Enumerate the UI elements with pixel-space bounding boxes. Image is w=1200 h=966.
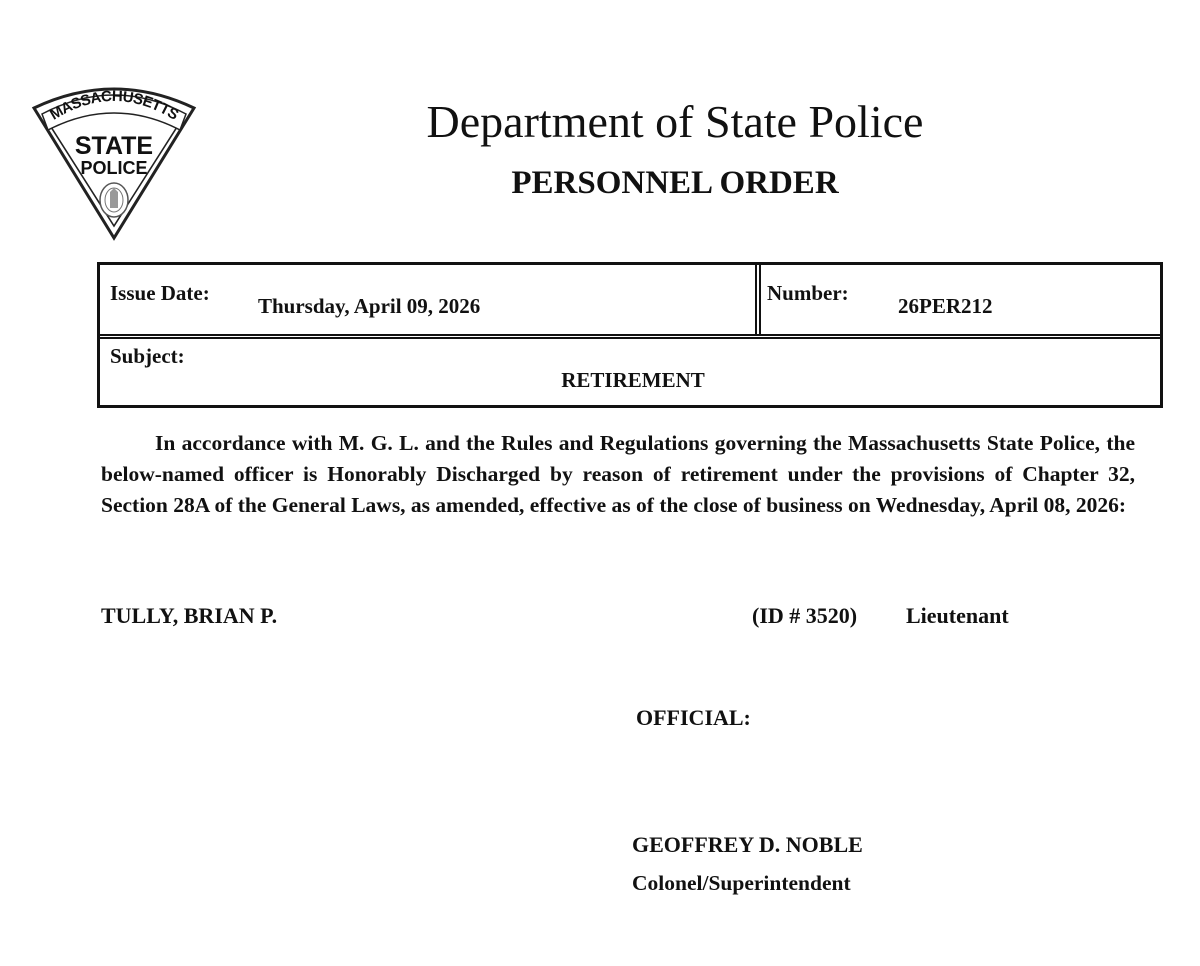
document-type: PERSONNEL ORDER <box>511 165 839 201</box>
issue-date-label: Issue Date: <box>110 281 210 305</box>
issue-date-value: Thursday, April 09, 2026 <box>258 294 481 318</box>
officer-name: TULLY, BRIAN P. <box>101 603 278 628</box>
state-police-logo <box>30 80 198 242</box>
svg-text:STATE: STATE <box>74 132 154 160</box>
official-label: OFFICIAL: <box>636 705 751 730</box>
order-info-table <box>97 262 1163 408</box>
svg-text:MASSACHUSETTS: MASSACHUSETTS <box>47 87 182 124</box>
officer-rank: Lieutenant <box>906 603 1009 628</box>
svg-text:POLICE: POLICE <box>80 158 148 178</box>
order-number-label: Number: <box>767 281 849 305</box>
column-divider <box>755 265 761 336</box>
subject-value: RETIREMENT <box>561 368 705 392</box>
signer-title: Colonel/Superintendent <box>632 871 851 895</box>
page-title: Department of State Police <box>426 96 924 147</box>
order-body-paragraph: In accordance with M. G. L. and the Rules and Regulations governing the Massachusetts State Police, the below-named officer is Honorably Discharged by reason of retirement under the provisions of Chapter 32, Section 28A of the General Laws, as amended, effective as of the close of business on Wednesday, April 08, 2026: <box>101 431 1135 517</box>
subject-label: Subject: <box>110 344 185 368</box>
row-divider <box>100 334 1160 339</box>
signer-name: GEOFFREY D. NOBLE <box>632 832 863 857</box>
officer-id: (ID # 3520) <box>752 603 858 628</box>
order-number-value: 26PER212 <box>898 294 993 318</box>
